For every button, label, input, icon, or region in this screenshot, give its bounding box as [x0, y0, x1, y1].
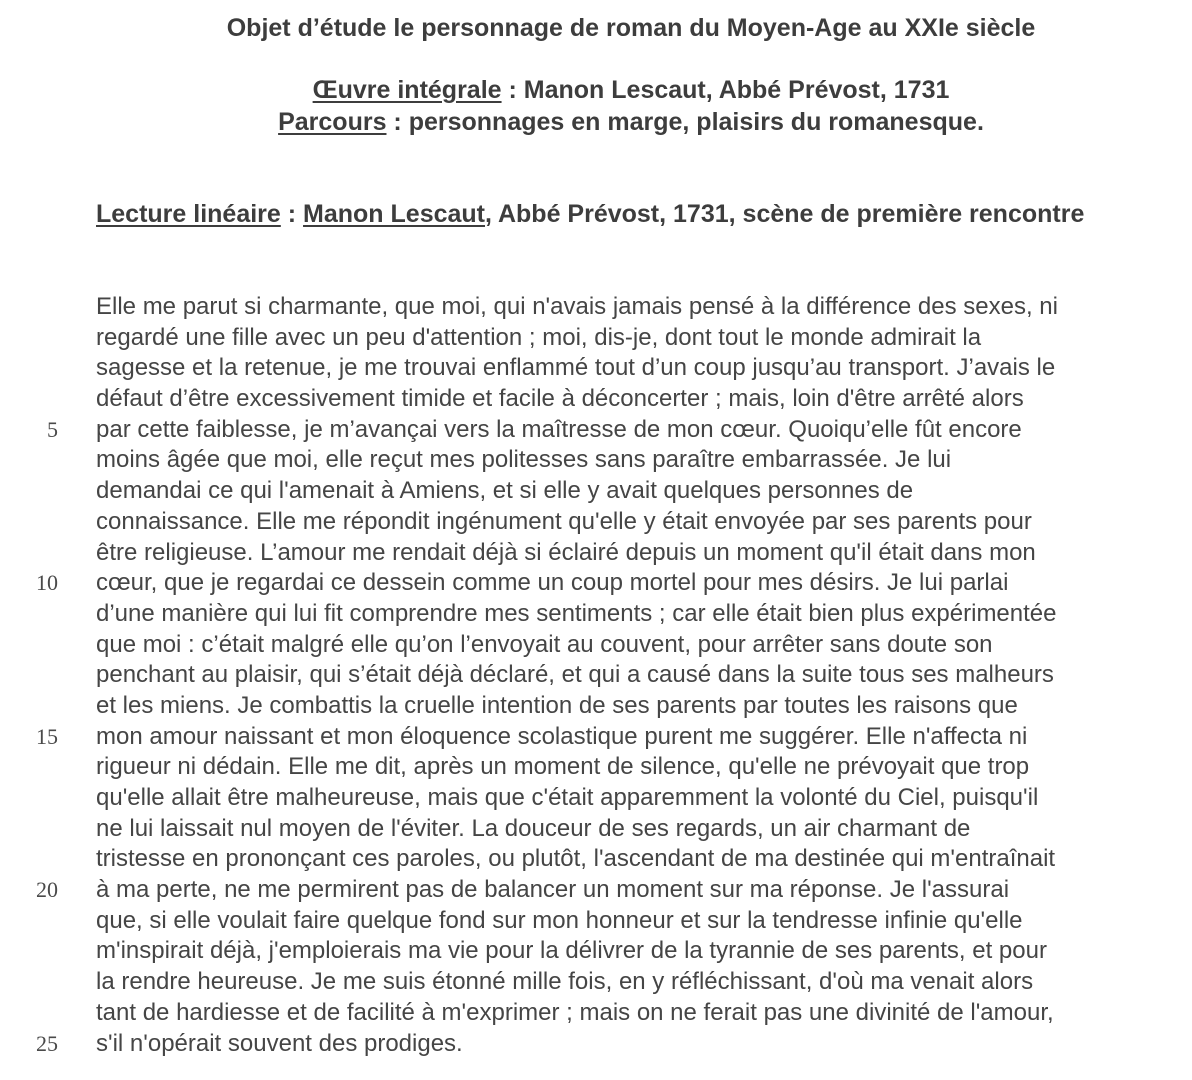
line-number: 10 — [36, 570, 58, 596]
passage-line-text: tant de hardiesse et de facilité à m'exprimer ; mais on ne ferait pas une divinité de l'amour, — [96, 998, 1054, 1026]
passage-line — [96, 323, 1176, 354]
passage-line — [36, 722, 1176, 753]
passage-line-text: regardé une fille avec un peu d'attention ; moi, dis-je, dont tout le monde admirait la — [96, 323, 982, 351]
passage-line-text: demandai ce qui l'amenait à Amiens, et si elle y avait quelques personnes de — [96, 477, 914, 505]
passage-line — [96, 599, 1176, 630]
passage-line-text: mon amour naissant et mon éloquence scolastique purent me suggérer. Elle n'affecta ni — [96, 722, 1028, 750]
passage-line — [96, 292, 1176, 323]
oeuvre-integrale-line — [0, 78, 1192, 103]
line-number: 20 — [36, 877, 58, 903]
passage-line-text: cœur, que je regardai ce dessein comme un coup mortel pour mes désirs. Je lui parlai — [96, 569, 1009, 597]
passage-line-text: rigueur ni dédain. Elle me dit, après un moment de silence, qu'elle ne prévoyait que trop — [96, 753, 1030, 781]
passage-line — [36, 1029, 1176, 1060]
passage-line-text: m'inspirait déjà, j'emploierais ma vie pour la délivrer de la tyrannie de ses parents, et pour — [96, 937, 1047, 965]
passage-line-text: moins âgée que moi, elle reçut mes politesses sans paraître embarrassée. Je lui — [96, 446, 952, 474]
passage-line — [96, 476, 1176, 507]
passage-line-text: sagesse et la retenue, je me trouvai enflammé tout d’un coup jusqu’au transport. J’avais le — [96, 354, 1056, 382]
passage-line-text: d’une manière qui lui fit comprendre mes sentiments ; car elle était bien plus expérimentée — [96, 599, 1057, 627]
passage-line-text: Elle me parut si charmante, que moi, qui n'avais jamais pensé à la différence des sexes, ni — [96, 293, 1058, 320]
passage-line-text: être religieuse. L’amour me rendait déjà si éclairé depuis un moment qu'il était dans mon — [96, 538, 1036, 566]
passage-line-text: tristesse en prononçant ces paroles, ou plutôt, l'ascendant de ma destinée qui m'entraînait — [96, 845, 1056, 873]
parcours-label: Parcours — [278, 108, 387, 136]
passage-line-text: que moi : c’était malgré elle qu’on l’envoyait au couvent, pour arrêter sans doute son — [96, 630, 993, 658]
passage-line — [96, 445, 1176, 476]
lecture-lineaire-work: Manon Lescaut — [303, 200, 486, 228]
passage-line-text: la rendre heureuse. Je me suis étonné mille fois, en y réfléchissant, d'où ma venait alors — [96, 968, 1034, 996]
document-title-text: Objet d’étude le personnage de roman du Moyen-Age au XXIe siècle — [226, 14, 1036, 42]
lecture-lineaire-separator: : — [280, 200, 304, 228]
passage-line — [96, 691, 1176, 722]
passage-line — [96, 538, 1176, 569]
passage-line-text: connaissance. Elle me répondit ingénument qu'elle y était envoyée par ses parents pour — [96, 507, 1032, 535]
passage-line-text: et les miens. Je combattis la cruelle intention de ses parents par toutes les raisons que — [96, 691, 1018, 719]
lecture-lineaire-label: Lecture linéaire — [96, 200, 281, 228]
passage-line-text: ne lui laissait nul moyen de l'éviter. La douceur de ses regards, un air charmant de — [96, 814, 971, 842]
passage-line — [96, 630, 1176, 661]
passage-line — [96, 814, 1176, 845]
passage-line — [96, 384, 1176, 415]
passage-line — [96, 660, 1176, 691]
passage-line-text: s'il n'opérait souvent des prodiges. — [96, 1029, 463, 1057]
passage-line — [96, 507, 1176, 538]
oeuvre-integrale-value: : Manon Lescaut, Abbé Prévost, 1731 — [501, 76, 950, 104]
passage-line — [96, 353, 1176, 384]
passage-line — [96, 936, 1176, 967]
line-number: 5 — [47, 416, 58, 442]
passage-line-text: à ma perte, ne me permirent pas de balancer un moment sur ma réponse. Je l'assurai — [96, 876, 1010, 904]
document-title — [0, 16, 1192, 41]
lecture-lineaire-details: , Abbé Prévost, 1731, scène de première rencontre — [485, 200, 1085, 228]
passage-line — [96, 906, 1176, 937]
passage-line — [96, 752, 1176, 783]
oeuvre-integrale-label: Œuvre intégrale — [312, 76, 502, 104]
lecture-lineaire-line — [96, 202, 1084, 227]
passage-line-text: défaut d’être excessivement timide et facile à déconcerter ; mais, loin d'être arrêté alors — [96, 385, 1024, 413]
line-number: 25 — [36, 1030, 58, 1056]
passage-line-text: par cette faiblesse, je m’avançai vers la maîtresse de mon cœur. Quoiqu’elle fût encore — [96, 415, 1022, 443]
line-number: 15 — [36, 723, 58, 749]
parcours-value: : personnages en marge, plaisirs du romanesque. — [386, 108, 984, 136]
parcours-line — [0, 110, 1192, 135]
passage-line-text: qu'elle allait être malheureuse, mais que c'était apparemment la volonté du Ciel, puisqu'il — [96, 784, 1039, 811]
passage-line-text: penchant au plaisir, qui s’était déjà déclaré, et qui a causé dans la suite tous ses malheurs — [96, 661, 1054, 689]
passage-line — [36, 875, 1176, 906]
passage-line-text: que, si elle voulait faire quelque fond sur mon honneur et sur la tendresse infinie qu'elle — [96, 906, 1023, 934]
passage-line — [96, 998, 1176, 1029]
passage-text — [36, 292, 1176, 1059]
passage-line — [96, 967, 1176, 998]
passage-line — [96, 844, 1176, 875]
passage-line — [96, 783, 1176, 814]
passage-line — [47, 415, 1176, 446]
passage-line — [36, 568, 1176, 599]
